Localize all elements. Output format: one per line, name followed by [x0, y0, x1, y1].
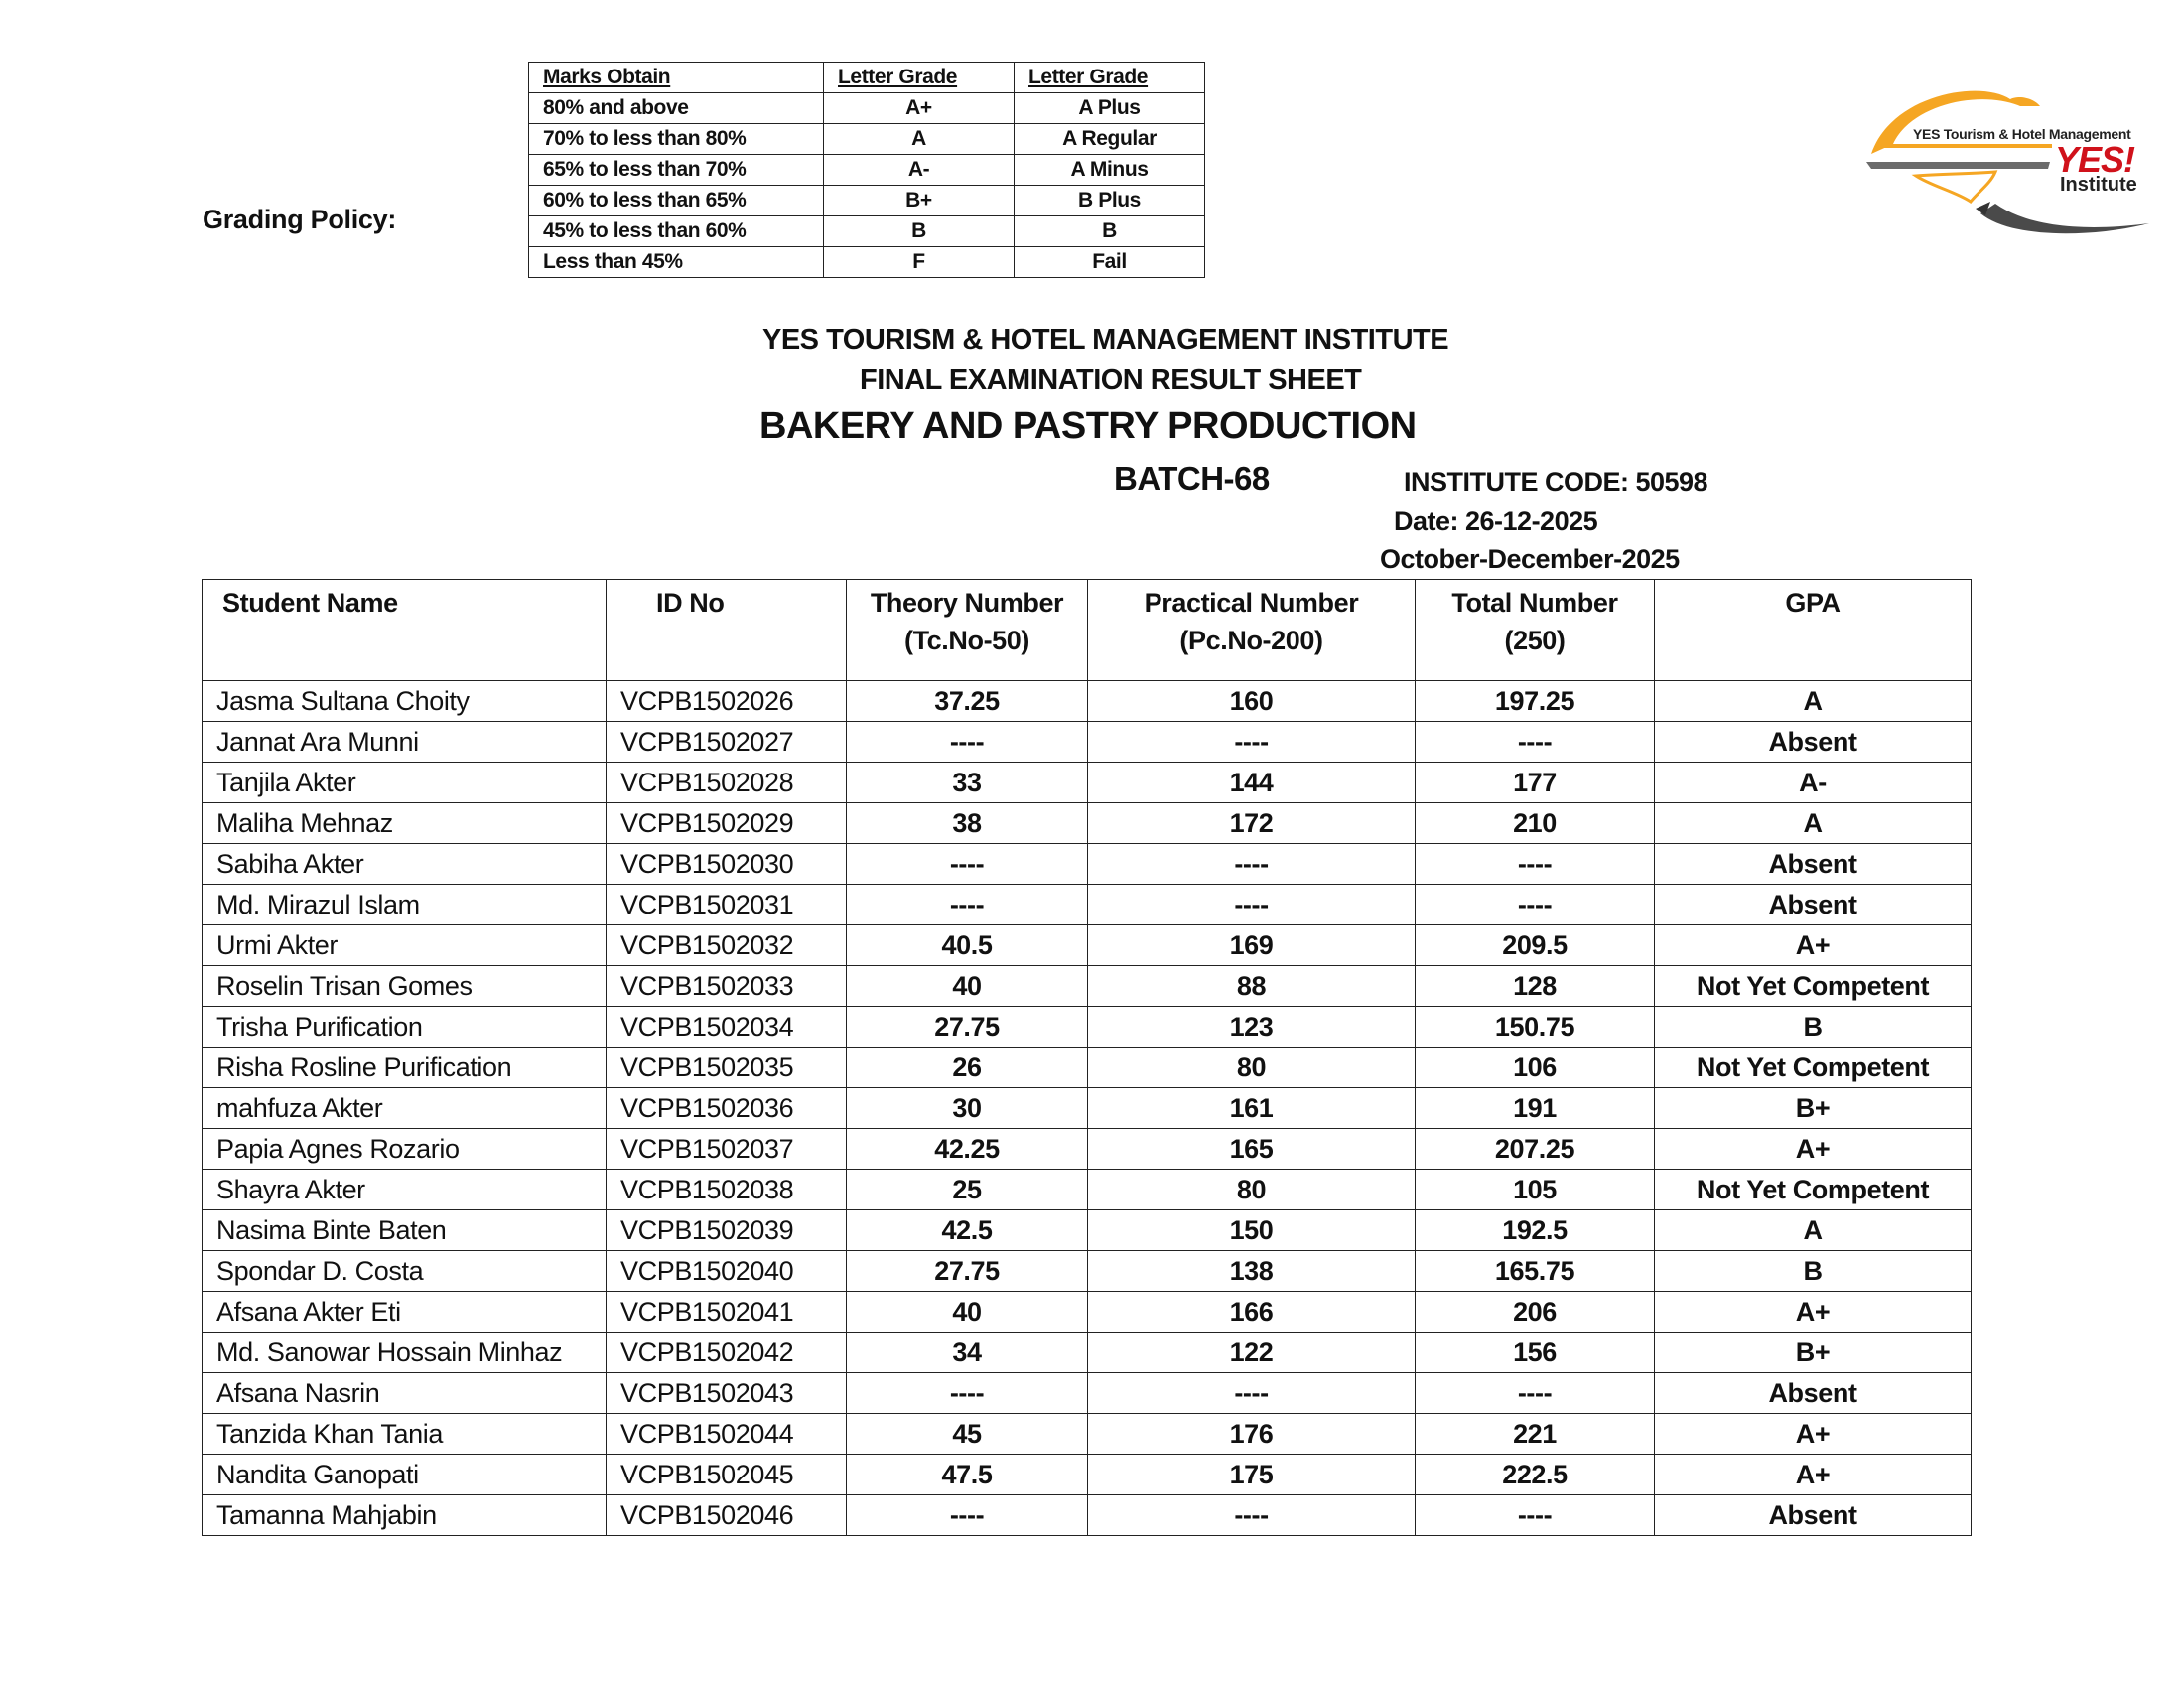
gpa-cell: A+ — [1655, 1292, 1972, 1333]
student-name-cell: Urmi Akter — [203, 925, 607, 966]
gpa-cell: Absent — [1655, 885, 1972, 925]
gpa-cell: Absent — [1655, 1373, 1972, 1414]
student-name-cell: Shayra Akter — [203, 1170, 607, 1210]
total-number-cell: 209.5 — [1416, 925, 1655, 966]
practical-number-cell: 150 — [1088, 1210, 1416, 1251]
gpa-cell: B — [1655, 1007, 1972, 1048]
table-row — [203, 803, 1972, 844]
table-row — [203, 1210, 1972, 1251]
student-name-cell: Md. Sanowar Hossain Minhaz — [203, 1333, 607, 1373]
student-id-cell: VCPB1502030 — [607, 844, 847, 885]
gpa-cell: A — [1655, 803, 1972, 844]
letter-grade: F — [824, 247, 1015, 278]
student-id-cell: VCPB1502044 — [607, 1414, 847, 1455]
theory-number-cell: 25 — [847, 1170, 1088, 1210]
gpa-cell: Absent — [1655, 722, 1972, 763]
total-number-cell: 106 — [1416, 1048, 1655, 1088]
total-number-cell: 210 — [1416, 803, 1655, 844]
gpa-cell: A — [1655, 681, 1972, 722]
practical-number-cell: ---- — [1088, 1495, 1416, 1536]
table-row — [203, 1495, 1972, 1536]
practical-number-cell: ---- — [1088, 885, 1416, 925]
table-row — [203, 763, 1972, 803]
theory-number-cell: 42.25 — [847, 1129, 1088, 1170]
grading-row — [529, 186, 1205, 216]
total-number-cell: 191 — [1416, 1088, 1655, 1129]
student-name-cell: Trisha Purification — [203, 1007, 607, 1048]
col-student-name: Student Name — [203, 580, 607, 681]
grading-header-marks: Marks Obtain — [529, 63, 824, 93]
gpa-cell: Absent — [1655, 1495, 1972, 1536]
col-practical-number: Practical Number (Pc.No-200) — [1088, 580, 1416, 681]
student-id-cell: VCPB1502034 — [607, 1007, 847, 1048]
table-row — [203, 1007, 1972, 1048]
logo-institute: Institute — [2060, 174, 2137, 196]
student-name-cell: Tanzida Khan Tania — [203, 1414, 607, 1455]
result-date: Date: 26-12-2025 — [1394, 506, 1598, 536]
table-row — [203, 1455, 1972, 1495]
student-name-cell: Risha Rosline Purification — [203, 1048, 607, 1088]
total-number-cell: 150.75 — [1416, 1007, 1655, 1048]
grade-description: B — [1015, 216, 1205, 247]
grading-policy-label: Grading Policy: — [203, 205, 397, 234]
theory-number-cell: 42.5 — [847, 1210, 1088, 1251]
theory-number-cell: 27.75 — [847, 1251, 1088, 1292]
theory-number-cell: 34 — [847, 1333, 1088, 1373]
practical-number-cell: 138 — [1088, 1251, 1416, 1292]
student-name-cell: Tanjila Akter — [203, 763, 607, 803]
total-number-cell: 177 — [1416, 763, 1655, 803]
theory-number-cell: 40 — [847, 966, 1088, 1007]
table-row — [203, 1251, 1972, 1292]
grading-row — [529, 216, 1205, 247]
marks-range: 60% to less than 65% — [529, 186, 824, 216]
gpa-cell: A+ — [1655, 1414, 1972, 1455]
total-number-cell: 197.25 — [1416, 681, 1655, 722]
student-id-cell: VCPB1502028 — [607, 763, 847, 803]
practical-number-cell: 176 — [1088, 1414, 1416, 1455]
table-row — [203, 681, 1972, 722]
student-name-cell: Sabiha Akter — [203, 844, 607, 885]
total-number-cell: ---- — [1416, 844, 1655, 885]
student-id-cell: VCPB1502038 — [607, 1170, 847, 1210]
student-id-cell: VCPB1502046 — [607, 1495, 847, 1536]
exam-period: October-December-2025 — [1380, 544, 1680, 574]
total-number-cell: ---- — [1416, 1373, 1655, 1414]
total-number-cell: 221 — [1416, 1414, 1655, 1455]
practical-number-cell: 165 — [1088, 1129, 1416, 1170]
practical-number-cell: 166 — [1088, 1292, 1416, 1333]
student-name-cell: Jasma Sultana Choity — [203, 681, 607, 722]
practical-number-cell: 175 — [1088, 1455, 1416, 1495]
student-name-cell: Roselin Trisan Gomes — [203, 966, 607, 1007]
student-name-cell: Afsana Akter Eti — [203, 1292, 607, 1333]
total-number-cell: 165.75 — [1416, 1251, 1655, 1292]
col-total-number: Total Number (250) — [1416, 580, 1655, 681]
total-number-cell: 156 — [1416, 1333, 1655, 1373]
gpa-cell: A- — [1655, 763, 1972, 803]
student-id-cell: VCPB1502027 — [607, 722, 847, 763]
gpa-cell: A — [1655, 1210, 1972, 1251]
table-row — [203, 1333, 1972, 1373]
theory-number-cell: 40 — [847, 1292, 1088, 1333]
logo-brand: YES! — [2055, 139, 2135, 180]
student-id-cell: VCPB1502026 — [607, 681, 847, 722]
theory-number-cell: ---- — [847, 1373, 1088, 1414]
table-row — [203, 966, 1972, 1007]
gpa-cell: A+ — [1655, 1129, 1972, 1170]
gpa-cell: B — [1655, 1251, 1972, 1292]
table-row — [203, 1129, 1972, 1170]
theory-number-cell: 33 — [847, 763, 1088, 803]
institute-name: YES TOURISM & HOTEL MANAGEMENT INSTITUTE — [762, 324, 1449, 355]
theory-number-cell: 40.5 — [847, 925, 1088, 966]
student-id-cell: VCPB1502041 — [607, 1292, 847, 1333]
sheet-title: FINAL EXAMINATION RESULT SHEET — [860, 364, 1362, 396]
letter-grade: B — [824, 216, 1015, 247]
student-id-cell: VCPB1502029 — [607, 803, 847, 844]
student-id-cell: VCPB1502039 — [607, 1210, 847, 1251]
table-row — [203, 885, 1972, 925]
letter-grade: A — [824, 124, 1015, 155]
student-name-cell: Nasima Binte Baten — [203, 1210, 607, 1251]
practical-number-cell: 169 — [1088, 925, 1416, 966]
theory-number-cell: 27.75 — [847, 1007, 1088, 1048]
table-row — [203, 1373, 1972, 1414]
grade-description: A Minus — [1015, 155, 1205, 186]
total-number-cell: 192.5 — [1416, 1210, 1655, 1251]
theory-number-cell: 26 — [847, 1048, 1088, 1088]
student-id-cell: VCPB1502045 — [607, 1455, 847, 1495]
student-name-cell: mahfuza Akter — [203, 1088, 607, 1129]
col-gpa: GPA — [1655, 580, 1972, 681]
total-number-cell: 128 — [1416, 966, 1655, 1007]
institute-logo — [1861, 74, 2179, 243]
letter-grade: A- — [824, 155, 1015, 186]
grading-row — [529, 155, 1205, 186]
gpa-cell: Not Yet Competent — [1655, 1170, 1972, 1210]
theory-number-cell: ---- — [847, 1495, 1088, 1536]
student-id-cell: VCPB1502032 — [607, 925, 847, 966]
results-table — [202, 579, 1972, 1536]
student-name-cell: Maliha Mehnaz — [203, 803, 607, 844]
theory-number-cell: ---- — [847, 885, 1088, 925]
grading-header-letter-grade: Letter Grade — [824, 63, 1015, 93]
table-row — [203, 925, 1972, 966]
table-row — [203, 722, 1972, 763]
student-id-cell: VCPB1502035 — [607, 1048, 847, 1088]
practical-number-cell: ---- — [1088, 722, 1416, 763]
grading-row — [529, 247, 1205, 278]
grading-header-letter-grade-text: Letter Grade — [1015, 63, 1205, 93]
institute-code: INSTITUTE CODE: 50598 — [1404, 467, 1708, 496]
total-number-cell: ---- — [1416, 1495, 1655, 1536]
table-row — [203, 1414, 1972, 1455]
practical-number-cell: ---- — [1088, 844, 1416, 885]
total-number-cell: 105 — [1416, 1170, 1655, 1210]
course-title: BAKERY AND PASTRY PRODUCTION — [759, 405, 1417, 447]
student-name-cell: Md. Mirazul Islam — [203, 885, 607, 925]
theory-number-cell: 45 — [847, 1414, 1088, 1455]
grading-row — [529, 124, 1205, 155]
practical-number-cell: 122 — [1088, 1333, 1416, 1373]
col-id-no: ID No — [607, 580, 847, 681]
student-name-cell: Spondar D. Costa — [203, 1251, 607, 1292]
theory-number-cell: 37.25 — [847, 681, 1088, 722]
gpa-cell: Absent — [1655, 844, 1972, 885]
results-header-row — [203, 580, 1972, 681]
theory-number-cell: 47.5 — [847, 1455, 1088, 1495]
letter-grade: B+ — [824, 186, 1015, 216]
marks-range: 65% to less than 70% — [529, 155, 824, 186]
student-id-cell: VCPB1502042 — [607, 1333, 847, 1373]
student-id-cell: VCPB1502037 — [607, 1129, 847, 1170]
practical-number-cell: 144 — [1088, 763, 1416, 803]
table-row — [203, 1088, 1972, 1129]
student-name-cell: Afsana Nasrin — [203, 1373, 607, 1414]
student-id-cell: VCPB1502036 — [607, 1088, 847, 1129]
batch-label: BATCH-68 — [1114, 460, 1270, 496]
practical-number-cell: 172 — [1088, 803, 1416, 844]
total-number-cell: 206 — [1416, 1292, 1655, 1333]
marks-range: 80% and above — [529, 93, 824, 124]
practical-number-cell: ---- — [1088, 1373, 1416, 1414]
total-number-cell: ---- — [1416, 885, 1655, 925]
grade-description: Fail — [1015, 247, 1205, 278]
grading-row — [529, 93, 1205, 124]
table-row — [203, 1292, 1972, 1333]
theory-number-cell: ---- — [847, 722, 1088, 763]
total-number-cell: 222.5 — [1416, 1455, 1655, 1495]
student-name-cell: Tamanna Mahjabin — [203, 1495, 607, 1536]
gpa-cell: A+ — [1655, 925, 1972, 966]
table-row — [203, 1048, 1972, 1088]
student-name-cell: Jannat Ara Munni — [203, 722, 607, 763]
gpa-cell: A+ — [1655, 1455, 1972, 1495]
grade-description: B Plus — [1015, 186, 1205, 216]
gpa-cell: Not Yet Competent — [1655, 1048, 1972, 1088]
total-number-cell: 207.25 — [1416, 1129, 1655, 1170]
theory-number-cell: ---- — [847, 844, 1088, 885]
grade-description: A Plus — [1015, 93, 1205, 124]
table-row — [203, 844, 1972, 885]
grade-description: A Regular — [1015, 124, 1205, 155]
grading-policy-table — [528, 62, 1205, 278]
marks-range: 45% to less than 60% — [529, 216, 824, 247]
table-row — [203, 1170, 1972, 1210]
logo-tagline: YES Tourism & Hotel Management — [1913, 126, 2131, 142]
marks-range: 70% to less than 80% — [529, 124, 824, 155]
practical-number-cell: 160 — [1088, 681, 1416, 722]
col-theory-number: Theory Number (Tc.No-50) — [847, 580, 1088, 681]
practical-number-cell: 80 — [1088, 1170, 1416, 1210]
student-id-cell: VCPB1502033 — [607, 966, 847, 1007]
student-name-cell: Papia Agnes Rozario — [203, 1129, 607, 1170]
practical-number-cell: 80 — [1088, 1048, 1416, 1088]
total-number-cell: ---- — [1416, 722, 1655, 763]
student-name-cell: Nandita Ganopati — [203, 1455, 607, 1495]
practical-number-cell: 161 — [1088, 1088, 1416, 1129]
theory-number-cell: 30 — [847, 1088, 1088, 1129]
practical-number-cell: 123 — [1088, 1007, 1416, 1048]
marks-range: Less than 45% — [529, 247, 824, 278]
gpa-cell: B+ — [1655, 1333, 1972, 1373]
gpa-cell: Not Yet Competent — [1655, 966, 1972, 1007]
theory-number-cell: 38 — [847, 803, 1088, 844]
grading-header-row — [529, 63, 1205, 93]
student-id-cell: VCPB1502040 — [607, 1251, 847, 1292]
gpa-cell: B+ — [1655, 1088, 1972, 1129]
practical-number-cell: 88 — [1088, 966, 1416, 1007]
student-id-cell: VCPB1502031 — [607, 885, 847, 925]
letter-grade: A+ — [824, 93, 1015, 124]
student-id-cell: VCPB1502043 — [607, 1373, 847, 1414]
